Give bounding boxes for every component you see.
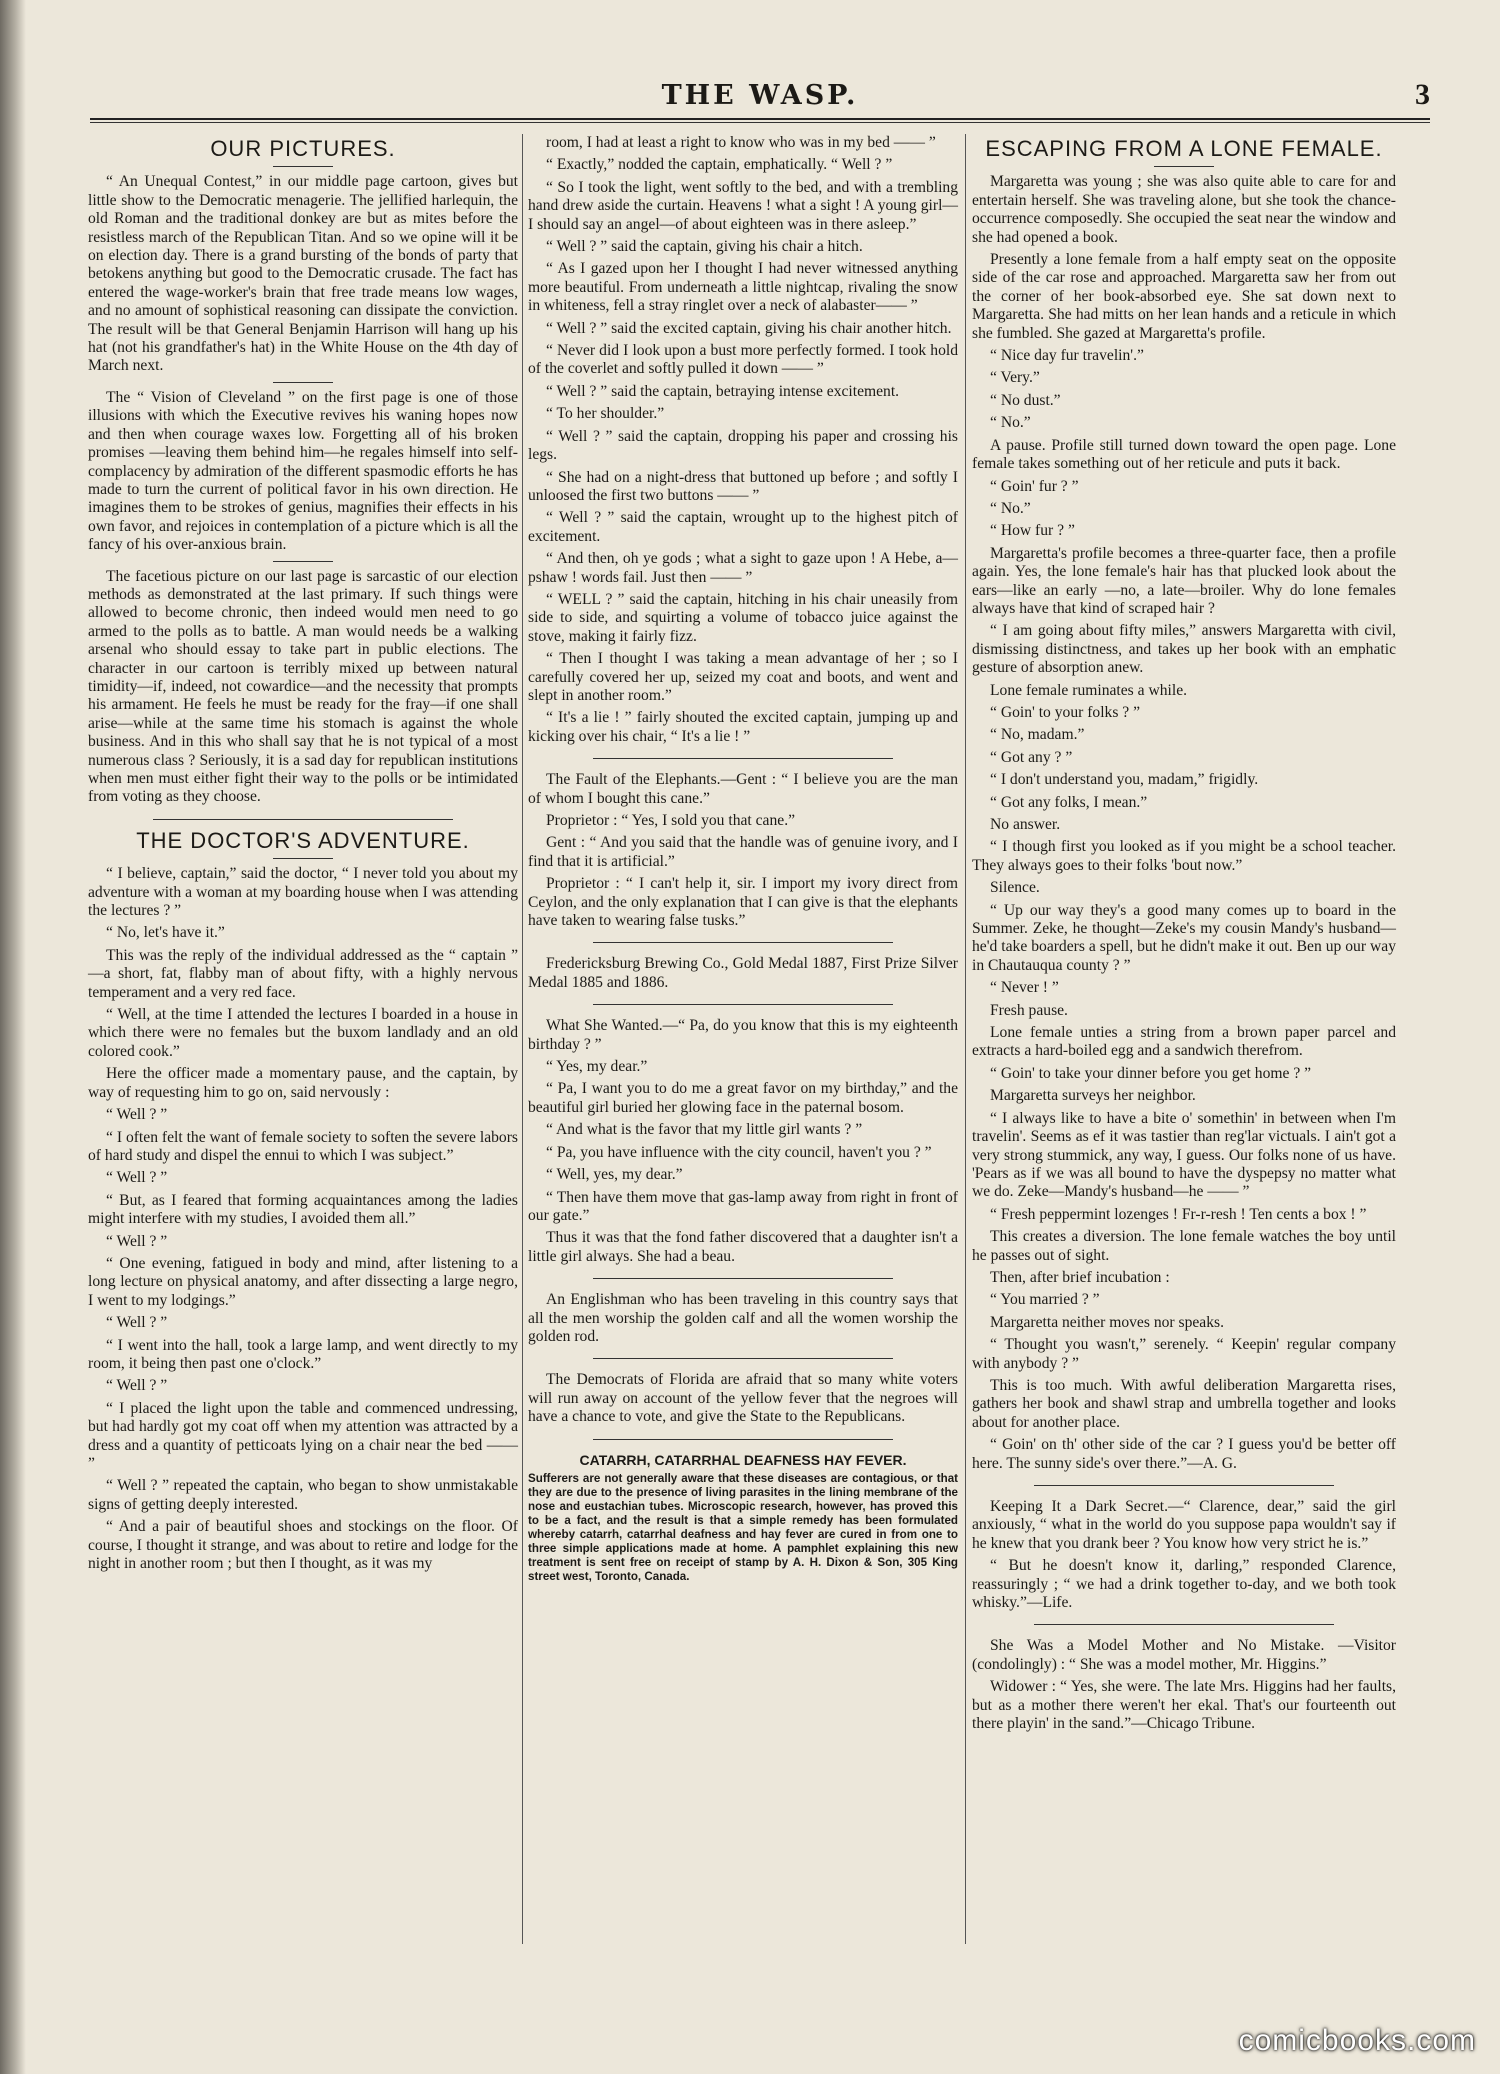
section-rule xyxy=(1034,1624,1334,1625)
story-paragraph: Margaretta surveys her neighbor. xyxy=(990,1087,1196,1105)
story-paragraph: “ No, let's have it.” xyxy=(106,924,225,942)
masthead xyxy=(90,78,1430,112)
story-paragraph: “ Well ? ” said the captain, dropping his paper and crossing his legs. xyxy=(528,427,958,464)
story-paragraph: This creates a diversion. The lone female watches the boy until he passes out of sight. xyxy=(972,1228,1396,1264)
story-paragraph: “ Never did I look upon a bust more perfectly formed. I took hold of the coverlet and softly pulled it down —— ” xyxy=(528,342,958,378)
elephants-paragraph: Proprietor : “ I can't help it, sir. I import my ivory direct from Ceylon, and the only explanation that I can give is that the elephants have taken to wearing false tusks.” xyxy=(528,875,958,930)
story-paragraph: Lone female unties a string from a brown paper parcel and extracts a hard-boiled egg and a sandwich therefrom. xyxy=(972,1024,1396,1060)
masthead-rule-thin xyxy=(90,122,1430,123)
story-paragraph: “ Got any folks, I mean.” xyxy=(990,793,1148,811)
story-paragraph: “ One evening, fatigued in body and mind, after listening to a long lecture on physical anatomy, and after dissecting a large negro, I went to my lodgings.” xyxy=(88,1254,518,1309)
story-paragraph: “ You married ? ” xyxy=(990,1291,1100,1309)
story-paragraph: “ And a pair of beautiful shoes and stockings on the floor. Of course, I thought it strange, and was about to retire and lodge for the night in another room ; but then I thought, as it was my xyxy=(88,1518,518,1573)
masthead-title: THE WASP. xyxy=(661,80,859,111)
wanted-paragraph: “ Pa, you have influence with the city council, haven't you ? ” xyxy=(546,1143,932,1161)
story-paragraph: “ Well ? ” said the captain, giving his chair a hitch. xyxy=(546,238,863,256)
page-binding-shadow xyxy=(0,0,26,2074)
section-rule xyxy=(593,1278,893,1279)
story-paragraph: “ I believe, captain,” said the doctor, “ I never told you about my adventure with a woman at my boarding house when I was attending the lectures ? ” xyxy=(88,865,518,920)
story-paragraph: “ Thought you wasn't,” serenely. “ Keepin' regular company with anybody ? ” xyxy=(972,1336,1396,1372)
column-2 xyxy=(528,134,958,1584)
story-paragraph: Margaretta's profile becomes a three-quarter face, then a profile again. Yes, the lone female's hair has that plucked look about the ears—like an early —no, a late—broiler. Why do lone females always have that kind of scraped hair ? xyxy=(972,544,1396,617)
story-paragraph: “ No.” xyxy=(990,414,1031,432)
secret-paragraph: “ But he doesn't know it, darling,” responded Clarence, reassuringly ; “ we had a drink together to-day, and we both took whisky.”—Life. xyxy=(972,1557,1396,1612)
story-paragraph: “ Then I thought I was taking a mean advantage of her ; so I carefully covered her up, seized my coat and boots, and went and slept in another room.” xyxy=(528,650,958,704)
mother-paragraph: She Was a Model Mother and No Mistake. —Visitor (condolingly) : “ She was a model mother, Mr. Higgins.” xyxy=(972,1637,1396,1673)
short-rule xyxy=(273,382,333,383)
story-paragraph: “ No dust.” xyxy=(990,391,1061,409)
pictures-paragraph: “ An Unequal Contest,” in our middle page cartoon, gives but little show to the Democratic menagerie. The jellified harlequin, the old Roman and the traditional donkey are but as mites before the resistless march of the Republican Titan. And so we opine will it be on election day. There is a grand bursting of the bonds of party that betokens anything but good to the Democratic crusade. The fact has entered the wage-worker's brain that free trade means low wages, and no amount of sophistical reasoning can dissipate the conviction. The result will be that General Benjamin Harrison will hang up his hat (not his grandfather's hat) in the White House on the 4th day of March next. xyxy=(88,173,518,375)
story-paragraph: “ Goin' to take your dinner before you get home ? ” xyxy=(990,1064,1312,1082)
story-paragraph: Silence. xyxy=(990,879,1040,897)
story-paragraph: Fresh pause. xyxy=(990,1001,1068,1019)
elephants-paragraph: The Fault of the Elephants.—Gent : “ I believe you are the man of whom I bought this cane.” xyxy=(528,771,958,807)
story-paragraph: “ Goin' on th' other side of the car ? I guess you'd be better off here. The sunny side's over there.”—A. G. xyxy=(972,1436,1396,1472)
section-rule xyxy=(1034,1485,1334,1486)
story-paragraph: “ Fresh peppermint lozenges ! Fr-r-resh ! Ten cents a box ! ” xyxy=(990,1205,1367,1223)
story-paragraph: “ Well ? ” repeated the captain, who began to show unmistakable signs of getting deeply interested. xyxy=(88,1477,518,1513)
story-paragraph: “ Well ? ” said the captain, betraying intense excitement. xyxy=(546,382,900,400)
englishman-paragraph: An Englishman who has been traveling in this country says that all the men worship the golden calf and all the women worship the golden rod. xyxy=(528,1291,958,1345)
story-paragraph: “ Exactly,” nodded the captain, emphatically. “ Well ? ” xyxy=(546,156,893,174)
story-paragraph: “ I often felt the want of female society to soften the severe labors of hard study and dispel the ennui to which I was subject.” xyxy=(88,1128,518,1164)
story-paragraph: “ Never ! ” xyxy=(990,979,1059,997)
column-divider-1 xyxy=(522,134,523,1944)
story-paragraph: “ And then, oh ye gods ; what a sight to gaze upon ! A Hebe, a—pshaw ! words fail. Just then —— ” xyxy=(528,550,958,586)
story-paragraph: “ Nice day fur travelin'.” xyxy=(990,347,1144,365)
story-paragraph: “ Well ? ” xyxy=(106,1314,168,1332)
wanted-paragraph: “ Then have them move that gas-lamp away from right in front of our gate.” xyxy=(528,1188,958,1224)
watermark: comicbooks.com xyxy=(1238,2024,1476,2057)
story-paragraph: Presently a lone female from a half empty seat on the opposite side of the car rose and approached. Margaretta saw her from out the corner of her book-absorbed eye. She sat down next to Margaretta. She had mitts on her lean hands and a reticule in which she fumbled. She gazed at Margaretta's profile. xyxy=(972,251,1396,342)
story-paragraph: “ Got any ? ” xyxy=(990,748,1073,766)
advertisement-title: CATARRH, CATARRHAL DEAFNESS HAY FEVER. xyxy=(579,1451,907,1468)
masthead-rule xyxy=(90,118,1430,120)
page-number: 3 xyxy=(1415,78,1430,111)
story-paragraph: “ Well ? ” said the excited captain, giving his chair another hitch. xyxy=(546,319,952,337)
wanted-paragraph: “ Pa, I want you to do me a great favor on my birthday,” and the beautiful girl buried her glowing face in the paternal bosom. xyxy=(528,1080,958,1116)
story-paragraph: “ To her shoulder.” xyxy=(546,405,665,423)
heading-our-pictures: OUR PICTURES. xyxy=(210,136,396,161)
section-rule xyxy=(593,758,893,759)
story-paragraph: “ Well ? ” said the captain, wrought up to the highest pitch of excitement. xyxy=(528,509,958,545)
wanted-paragraph: What She Wanted.—“ Pa, do you know that this is my eighteenth birthday ? ” xyxy=(528,1017,958,1053)
story-paragraph: “ Goin' fur ? ” xyxy=(990,477,1079,495)
story-paragraph: Then, after brief incubation : xyxy=(990,1268,1170,1286)
story-paragraph: “ I went into the hall, took a large lamp, and went directly to my room, it being then past one o'clock.” xyxy=(88,1336,518,1372)
wanted-paragraph: “ And what is the favor that my little girl wants ? ” xyxy=(546,1121,863,1139)
section-rule xyxy=(593,1358,893,1359)
story-paragraph: No answer. xyxy=(990,816,1061,833)
story-paragraph: “ Well, at the time I attended the lectures I boarded in a house in which there were no females but the buxom landlady and an old colored cook.” xyxy=(88,1006,518,1060)
story-paragraph: “ Well ? ” xyxy=(106,1106,168,1124)
story-paragraph: This is too much. With awful deliberation Margaretta rises, gathers her book and shawl strap and umbrella together and looks about for another place. xyxy=(972,1376,1396,1431)
story-paragraph: “ She had on a night-dress that buttoned up before ; and softly I unloosed the first two buttons —— ” xyxy=(528,468,958,504)
short-rule xyxy=(273,561,333,562)
advertisement-body: Sufferers are not generally aware that these diseases are contagious, or that they are due to the presence of living parasites in the lining membrane of the nose and eustachian tubes. Microscopic research, however, has proved this to be a fact, and the result is that a simple remedy has been formulated whereby catarrh, catarrhal deafness and hay fever are cured in from one to three simple applications made at home. A pamphlet explaining this new treatment is sent free on receipt of stamp by A. H. Dixon & Son, 305 King street west, Toronto, Canada. xyxy=(528,1471,958,1583)
story-paragraph: “ I always like to have a bite o' somethin' in between when I'm travelin'. Seems as ef it was tastier than reg'lar victuals. I ain't got a very strong stummick, any way, I guess. Our folks none of us have. 'Pears as if we was all bound to have the dyspepsy no matter what we do. Zeke—Mandy's husband—he —— ” xyxy=(972,1109,1396,1201)
story-paragraph: “ I don't understand you, madam,” frigidly. xyxy=(990,771,1259,789)
secret-paragraph: Keeping It a Dark Secret.—“ Clarence, dear,” said the girl anxiously, “ what in the world do you suppose papa wouldn't say if he knew that you drank beer ? You know how very strict he is.” xyxy=(972,1498,1396,1552)
mother-paragraph: Widower : “ Yes, she were. The late Mrs. Higgins had her faults, but as a mother there weren't her ekal. That's our fourteenth out there playin' in the sand.”—Chicago Tribune. xyxy=(972,1678,1396,1733)
elephants-paragraph: Proprietor : “ Yes, I sold you that cane.” xyxy=(546,812,796,829)
brewing-notice: Fredericksburg Brewing Co., Gold Medal 1887, First Prize Silver Medal 1885 and 1886. xyxy=(528,955,958,991)
story-paragraph: “ As I gazed upon her I thought I had never witnessed anything more beautiful. From underneath a little nightcap, rivaling the snow in whiteness, fell a stray ringlet over a neck of alabaster—— ” xyxy=(528,260,958,315)
story-paragraph: “ So I took the light, went softly to the bed, and with a trembling hand drew aside the curtain. Heavens ! what a sight ! A young girl—I should say an angel—of about eighteen was in there asleep.” xyxy=(528,178,958,233)
story-paragraph: “ I though first you looked as if you might be a school teacher. They always goes to their folks 'bout now.” xyxy=(972,838,1396,874)
story-paragraph: “ Well ? ” xyxy=(106,1169,168,1187)
story-paragraph: This was the reply of the individual addressed as the “ captain ” —a short, fat, flabby man of about fifty, with a highly nervous temperament and a very red face. xyxy=(88,946,518,1001)
section-rule xyxy=(153,819,453,820)
pictures-paragraph: The “ Vision of Cleveland ” on the first page is one of those illusions with which the Executive revives his waning hopes now and then when courage waxes low. Forgetting all of his broken promises —leaving them behind him—he regales himself into self-complacency by admiration of the different spasmodic efforts he has made to turn the current of political favor in his own direction. He imagines them to be strokes of genius, magnifies their effects in his own favor, and rejoices in contemplation of a picture which is all the fancy of his over-anxious brain. xyxy=(88,388,518,554)
story-paragraph: “ No.” xyxy=(990,499,1031,517)
section-rule xyxy=(593,1439,893,1440)
wanted-paragraph: Thus it was that the fond father discovered that a daughter isn't a little girl always. She had a beau. xyxy=(528,1229,958,1265)
column-1 xyxy=(88,134,518,1577)
pictures-paragraph: The facetious picture on our last page is sarcastic of our election methods as demonstrated at the last primary. If such things were allowed to become chronic, then indeed would men need to go armed to the polls as to battle. A man would needs be a walking arsenal who should essay to take part in public elections. The character in our cartoon is terribly mixed up between natural timidity—if, indeed, not cowardice—and the necessity that prompts his armament. He feels he must be ready for the fray—if one shall arise—while at the same time his stomach is against the whole business. And in this who shall say that he is not typical of a most numerous class ? Seriously, it is a sad day for republican institutions when men must either fight their way to the polls or be intimidated from voting as they choose. xyxy=(88,567,518,806)
story-paragraph: “ But, as I feared that forming acquaintances among the ladies might interfere with my studies, I avoided them all.” xyxy=(88,1191,518,1228)
column-divider-2 xyxy=(965,134,966,1944)
short-rule xyxy=(1154,166,1214,167)
story-paragraph: “ I placed the light upon the table and commenced undressing, but had hardly got my coat off when my attention was attracted by a dress and a quantity of petticoats lying on a chair near the bed —— ” xyxy=(88,1399,518,1472)
heading-doctors-adventure: THE DOCTOR'S ADVENTURE. xyxy=(136,827,470,853)
story-paragraph: “ Well ? ” xyxy=(106,1377,168,1395)
story-paragraph: “ Very.” xyxy=(990,369,1040,387)
story-paragraph: room, I had at least a right to know who was in my bed —— ” xyxy=(546,134,936,151)
story-paragraph: “ I am going about fifty miles,” answers Margaretta with civil, dismissing distinctness, and takes up her book with an emphatic gesture of absorption anew. xyxy=(972,622,1396,677)
story-paragraph: “ It's a lie ! ” fairly shouted the excited captain, jumping up and kicking over his chair, “ It's a lie ! ” xyxy=(528,709,958,745)
section-rule xyxy=(593,1004,893,1005)
wanted-paragraph: “ Yes, my dear.” xyxy=(546,1058,648,1076)
elephants-paragraph: Gent : “ And you said that the handle was of genuine ivory, and I find that it is artificial.” xyxy=(528,834,958,870)
story-paragraph: “ No, madam.” xyxy=(990,726,1085,744)
short-rule xyxy=(273,166,333,167)
story-paragraph: Here the officer made a momentary pause, and the captain, by way of requesting him to go on, said nervously : xyxy=(88,1065,518,1101)
heading-escaping: ESCAPING FROM A LONE FEMALE. xyxy=(985,136,1383,161)
florida-paragraph: The Democrats of Florida are afraid that so many white voters will run away on account of the yellow fever that the negroes will have a chance to vote, and give the State to the Republicans. xyxy=(528,1371,958,1426)
story-paragraph: Margaretta was young ; she was also quite able to care for and entertain herself. She was traveling alone, but she took the chance-occurrence composedly. She occupied the seat near the window and she had opened a book. xyxy=(972,173,1396,246)
story-paragraph: “ Goin' to your folks ? ” xyxy=(990,703,1141,721)
story-paragraph: “ Up our way they's a good many comes up to board in the Summer. Zeke, he thought—Zeke's my cousin Mandy's husband—he'd take boarders a spell, but he didn't make it out. Ben up our way in Chautauqua county ? ” xyxy=(972,901,1396,974)
section-rule xyxy=(593,942,893,943)
story-paragraph: Lone female ruminates a while. xyxy=(990,681,1188,699)
short-rule xyxy=(273,858,333,859)
wanted-paragraph: “ Well, yes, my dear.” xyxy=(546,1166,683,1184)
story-paragraph: A pause. Profile still turned down toward the open page. Lone female takes something out of her reticule and puts it back. xyxy=(972,436,1396,473)
story-paragraph: Margaretta neither moves nor speaks. xyxy=(990,1313,1224,1331)
story-paragraph: “ Well ? ” xyxy=(106,1232,168,1250)
column-3 xyxy=(972,134,1396,1737)
story-paragraph: “ WELL ? ” said the captain, hitching in his chair uneasily from side to side, and squirting a volume of tobacco juice against the stove, making it fairly fizz. xyxy=(528,590,958,645)
story-paragraph: “ How fur ? ” xyxy=(990,522,1075,540)
